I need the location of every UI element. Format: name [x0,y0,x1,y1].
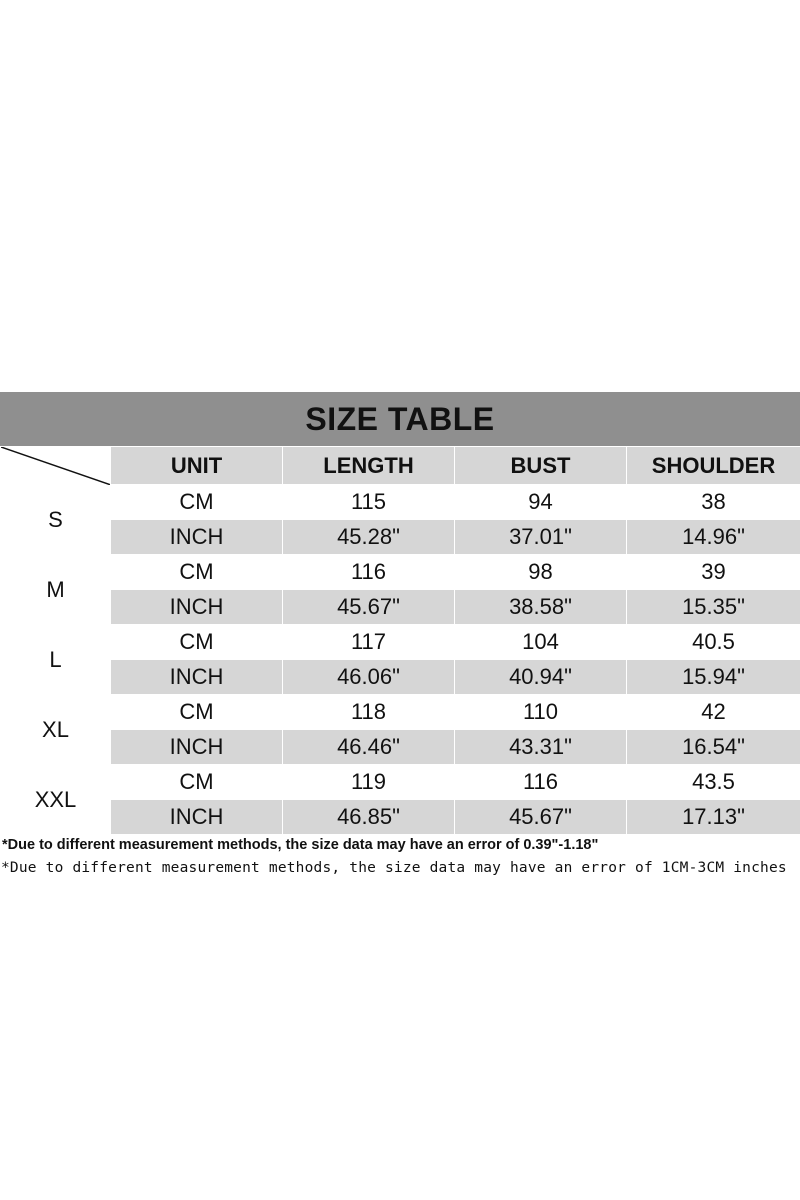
unit-cm: CM [111,625,283,660]
bust-cm: 110 [455,695,627,730]
bust-inch: 43.31" [455,730,627,765]
shoulder-inch: 14.96" [627,520,800,555]
bust-cm: 98 [455,555,627,590]
shoulder-cm: 39 [627,555,800,590]
table-row [1,555,800,590]
size-table-title-bar [0,392,800,446]
header-bust: BUST [455,447,627,485]
shoulder-cm: 38 [627,485,800,520]
table-row [1,625,800,660]
table-header-row [1,447,800,485]
table-row [1,520,800,555]
shoulder-inch: 15.94" [627,660,800,695]
bust-cm: 104 [455,625,627,660]
unit-inch: INCH [111,660,283,695]
table-row [1,590,800,625]
size-label-l: L [1,625,111,695]
unit-inch: INCH [111,520,283,555]
shoulder-inch: 17.13" [627,800,800,835]
size-label-xxl: XXL [1,765,111,835]
shoulder-cm: 40.5 [627,625,800,660]
header-length: LENGTH [283,447,455,485]
length-cm: 116 [283,555,455,590]
bust-cm: 116 [455,765,627,800]
unit-cm: CM [111,485,283,520]
length-cm: 118 [283,695,455,730]
unit-inch: INCH [111,800,283,835]
size-label-xl: XL [1,695,111,765]
length-cm: 117 [283,625,455,660]
length-inch: 45.67" [283,590,455,625]
header-shoulder: SHOULDER [627,447,800,485]
length-inch: 46.06" [283,660,455,695]
size-label-s: S [1,485,111,555]
page-title: SIZE TABLE [305,400,495,437]
table-row [1,730,800,765]
length-inch: 46.85" [283,800,455,835]
bust-cm: 94 [455,485,627,520]
unit-inch: INCH [111,730,283,765]
table-row [1,660,800,695]
table-row [1,765,800,800]
bust-inch: 40.94" [455,660,627,695]
bust-inch: 45.67" [455,800,627,835]
size-label-m: M [1,555,111,625]
length-cm: 115 [283,485,455,520]
table-row [1,800,800,835]
diagonal-slash-icon [1,447,110,485]
unit-cm: CM [111,765,283,800]
length-cm: 119 [283,765,455,800]
table-row [1,485,800,520]
shoulder-cm: 43.5 [627,765,800,800]
bust-inch: 37.01" [455,520,627,555]
unit-cm: CM [111,555,283,590]
bust-inch: 38.58" [455,590,627,625]
shoulder-inch: 16.54" [627,730,800,765]
measurement-note-secondary: *Due to different measurement methods, the size data may have an error of 1CM-3CM inches [1,860,787,876]
length-inch: 46.46" [283,730,455,765]
length-inch: 45.28" [283,520,455,555]
size-table-block [0,392,800,857]
size-table [0,446,800,835]
shoulder-inch: 15.35" [627,590,800,625]
measurement-note-primary: *Due to different measurement methods, the size data may have an error of 0.39"-1.18" [0,835,800,857]
unit-inch: INCH [111,590,283,625]
header-unit: UNIT [111,447,283,485]
table-row [1,695,800,730]
table-corner-cell [1,447,111,485]
unit-cm: CM [111,695,283,730]
shoulder-cm: 42 [627,695,800,730]
